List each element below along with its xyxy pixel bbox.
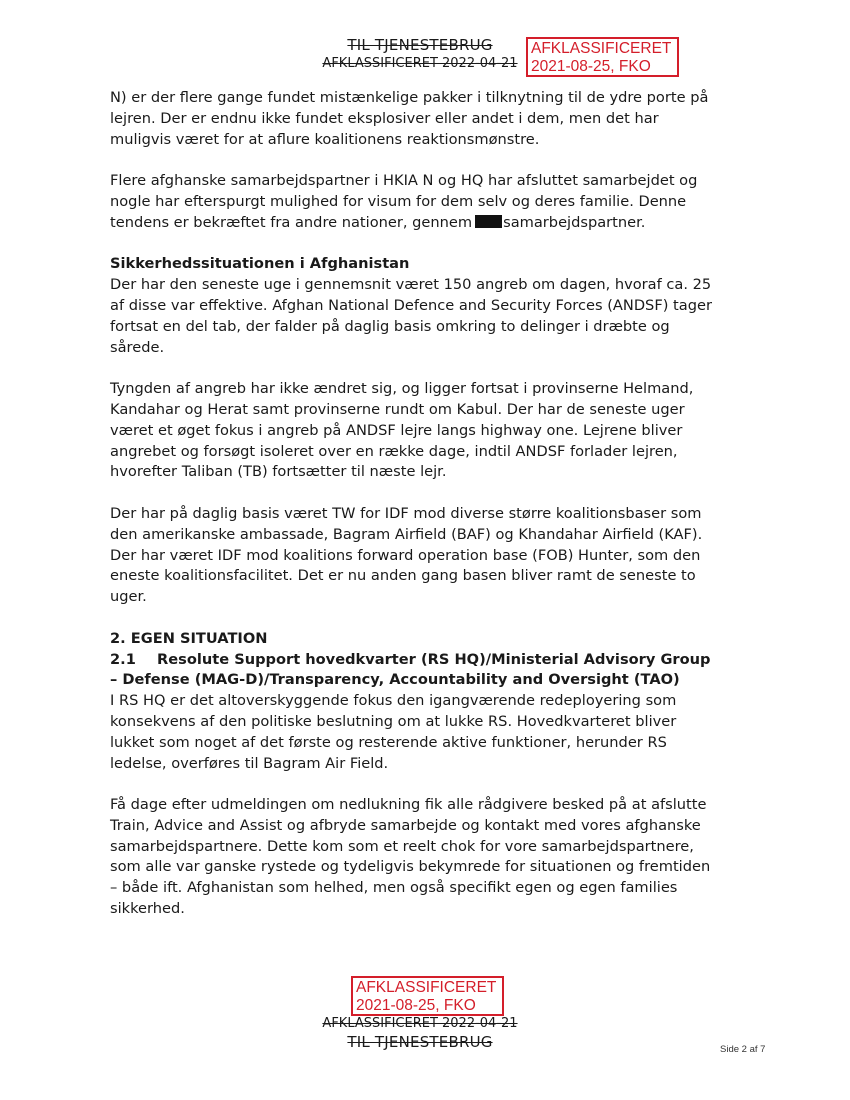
header-stamp-line1: AFKLASSIFICERET	[531, 40, 672, 57]
header-old-declassification: AFKLASSIFICERET 2022-04-21	[322, 56, 518, 71]
paragraph-suspicious-packages: N) er der flere gange fundet mistænkelige pakker i tilknytning til de ydre porte på lejren. Der er endnu ikke fundet eksplosiver eller andet i dem, men det har muligvis været for at aflure koalitionens reaktionsmønstre.	[110, 89, 709, 148]
paragraph-partners-visa-text: Flere afghanske samarbejdspartner i HKIA N og HQ har afsluttet samarbejdet og nogle har efterspurgt mulighed for visum for dem selv og deres familie. Denne tendens er bekræftet fra andre nationer, gennem	[110, 172, 698, 231]
page-number: Side 2 af 7	[720, 1044, 766, 1055]
heading-rs-hq	[110, 650, 722, 692]
paragraph-redeployment: I RS HQ er det altoverskyggende fokus den igangværende redeployering som konsekvens af den politiske beslutning om at lukke RS. Hovedkvarteret bliver lukket som noget af det første og resterende aktive funktioner, herunder RS ledelse, overføres til Bagram Air Field.	[110, 692, 677, 772]
heading-rs-hq-number: 2.1	[110, 650, 136, 668]
heading-security-situation: Sikkerhedssituationen i Afghanistan	[110, 255, 410, 273]
heading-own-situation: 2. EGEN SITUATION	[110, 629, 268, 647]
paragraph-advisors: Få dage efter udmeldingen om nedlukning fik alle rådgivere besked på at afslutte Train, Advice and Assist og afbryde samarbejde og kontakt med vores afghanske samarbejdspartnere. Dette kom som et reelt chok for vore samarbejdspartnere, som alle var ganske rystede og tydeligvis bekymrede for situationen og fremtiden – både ift. Afghanistan som helhed, men også specifikt egen og egen families sikkerhed.	[110, 796, 711, 918]
footer-old-declassification: AFKLASSIFICERET 2022-04-21	[322, 1016, 518, 1031]
footer-stamp-line1: AFKLASSIFICERET	[356, 979, 497, 996]
heading-rs-hq-text: Resolute Support hovedkvarter (RS HQ)/Ministerial Advisory Group – Defense (MAG-D)/Transparency, Accountability and Oversight (TAO)	[110, 650, 711, 689]
header-classification-marking: TIL TJENESTEBRUG	[347, 36, 493, 54]
footer-stamp-line2: 2021-08-25, FKO	[356, 997, 476, 1014]
footer-declassification-stamp	[351, 976, 504, 1016]
paragraph-attack-focus: Tyngden af angreb har ikke ændret sig, og ligger fortsat i provinserne Helmand, Kandahar og Herat samt provinserne rundt om Kabul. Der har de seneste uger været et øget fokus i angreb på ANDSF lejre langs highway one. Lejrene bliver angrebet og forsøgt isoleret over en række dage, indtil ANDSF forlader lejren, hvorefter Taliban (TB) fortsætter til næste lejr.	[110, 380, 694, 481]
paragraph-idf: Der har på daglig basis været TW for IDF mod diverse større koalitionsbaser som den amerikanske ambassade, Bagram Airfield (BAF) og Khandahar Airfield (KAF). Der har været IDF mod koalitions forward operation base (FOB) Hunter, som den eneste koalitionsfacilitet. Det er nu anden gang basen bliver ramt de seneste to uger.	[110, 504, 703, 606]
header-declassification-stamp	[526, 37, 679, 77]
paragraph-partners-visa	[110, 171, 722, 233]
footer-classification-marking: TIL TJENESTEBRUG	[347, 1033, 493, 1051]
redaction-block	[475, 215, 502, 228]
header-stamp-line2: 2021-08-25, FKO	[531, 58, 651, 75]
paragraph-partners-visa-tail: samarbejdspartner.	[503, 213, 646, 231]
document-body	[110, 88, 722, 941]
paragraph-attacks-per-day: Der har den seneste uge i gennemsnit været 150 angreb om dagen, hvoraf ca. 25 af disse var effektive. Afghan National Defence and Security Forces (ANDSF) tager fortsat en del tab, der falder på daglig basis omkring to delinger i dræbte og sårede.	[110, 276, 712, 356]
